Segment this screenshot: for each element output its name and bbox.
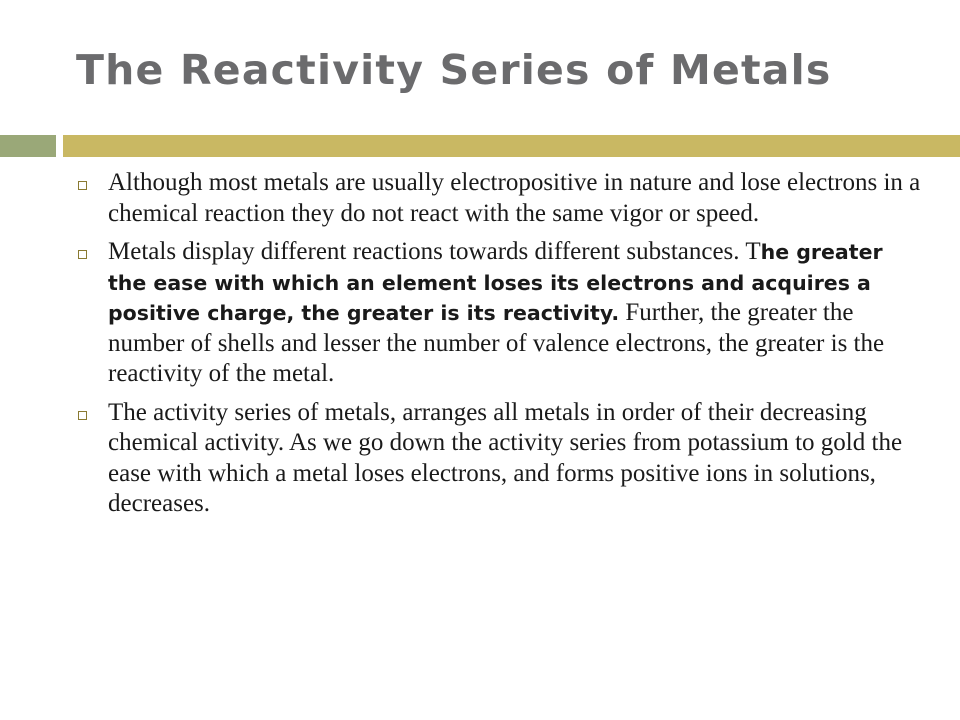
- bullet-text-2-emphasis: he greater the ease with which an element loses its electrons and acquires a positive charge, the greater is its reactivity.: [108, 240, 883, 325]
- bullet-text-1: Although most metals are usually electropositive in nature and lose electrons in a chemical reaction they do not react with the same vigor or speed.: [108, 169, 921, 227]
- hollow-square-bullet-icon: [78, 181, 87, 190]
- bullet-item-1: [76, 168, 926, 229]
- hollow-square-bullet-icon: [78, 250, 87, 259]
- title-divider-right-bar: [63, 135, 960, 157]
- slide-title: The Reactivity Series of Metals: [76, 46, 832, 94]
- hollow-square-bullet-icon: [78, 411, 87, 420]
- bullet-text-3: The activity series of metals, arranges all metals in order of their decreasing chemical activity. As we go down the activity series from potassium to gold the ease with which a metal loses electrons, and forms positive ions in solutions, decreases.: [108, 398, 903, 517]
- bullet-item-2: [76, 237, 926, 390]
- bullet-text-2-intro: Metals display different reactions towards different substances. T: [108, 238, 761, 265]
- bullet-list: [76, 168, 926, 528]
- bullet-text-2-rest: Further, the greater the number of shells and lesser the number of valence electrons, the greater is the reactivity of the metal.: [108, 299, 885, 387]
- bullet-item-3: [76, 398, 926, 520]
- title-divider-left-bar: [0, 135, 56, 157]
